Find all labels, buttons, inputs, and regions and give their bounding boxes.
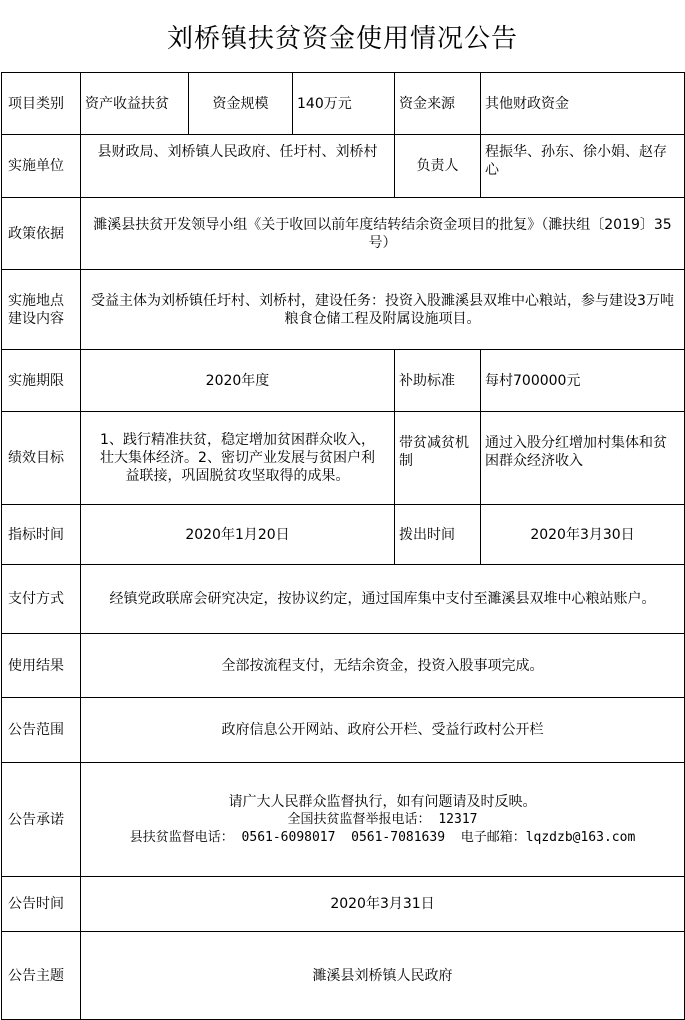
subsidy-label: 补助标准 [395, 350, 481, 412]
person-value: 程振华、孙东、徐小娟、赵存心 [481, 135, 685, 198]
mechanism-label: 带贫减贫机制 [395, 412, 481, 505]
table-row [2, 412, 685, 505]
announce-time-value: 2020年3月31日 [81, 877, 685, 932]
table-row [2, 135, 685, 198]
table-row [2, 270, 685, 350]
table-row [2, 932, 685, 1020]
scale-label: 资金规模 [189, 73, 293, 135]
policy-label: 政策依据 [2, 198, 81, 270]
goal-label: 绩效目标 [2, 412, 81, 505]
table-row [2, 565, 685, 634]
payment-value: 经镇党政联席会研究决定，按协议约定，通过国库集中支付至濉溪县双堆中心粮站账户。 [81, 565, 685, 634]
table-row [2, 73, 685, 135]
location-value: 受益主体为刘桥镇任圩村、刘桥村，建设任务：投资入股濉溪县双堆中心粮站，参与建设3万吨粮食仓储工程及附属设施项目。 [81, 270, 685, 350]
index-time-label: 指标时间 [2, 505, 81, 565]
mechanism-value: 通过入股分红增加村集体和贫困群众经济收入 [481, 412, 685, 505]
payment-label: 支付方式 [2, 565, 81, 634]
unit-label: 实施单位 [2, 135, 81, 198]
table-row [2, 350, 685, 412]
table-row [2, 198, 685, 270]
announce-time-label: 公告时间 [2, 877, 81, 932]
location-label: 实施地点建设内容 [2, 270, 81, 350]
category-value: 资产收益扶贫 [81, 73, 189, 135]
table-row [2, 505, 685, 565]
promise-line-1: 请广大人民群众监督执行，如有问题请及时反映。 [228, 793, 537, 810]
table-row [2, 877, 685, 932]
policy-value: 濉溪县扶贫开发领导小组《关于收回以前年度结转结余资金项目的批复》（濉扶组〔2019〕35号） [81, 198, 685, 270]
source-label: 资金来源 [395, 73, 481, 135]
table-row [2, 763, 685, 877]
announcement-table [1, 72, 685, 1020]
table-row [2, 698, 685, 763]
allocate-time-label: 拨出时间 [395, 505, 481, 565]
scope-value: 政府信息公开网站、政府公开栏、受益行政村公开栏 [81, 698, 685, 763]
promise-label: 公告承诺 [2, 763, 81, 877]
index-time-value: 2020年1月20日 [81, 505, 395, 565]
subject-value: 濉溪县刘桥镇人民政府 [81, 932, 685, 1020]
period-label: 实施期限 [2, 350, 81, 412]
result-value: 全部按流程支付，无结余资金，投资入股事项完成。 [81, 634, 685, 698]
result-label: 使用结果 [2, 634, 81, 698]
scope-label: 公告范围 [2, 698, 81, 763]
subject-label: 公告主题 [2, 932, 81, 1020]
scale-value: 140万元 [293, 73, 395, 135]
period-value: 2020年度 [81, 350, 395, 412]
allocate-time-value: 2020年3月30日 [481, 505, 685, 565]
promise-value [81, 763, 685, 877]
source-value: 其他财政资金 [481, 73, 685, 135]
unit-value: 县财政局、刘桥镇人民政府、任圩村、刘桥村 [81, 135, 395, 198]
promise-line-2: 全国扶贫监督举报电话： 12317 [287, 811, 478, 827]
promise-line-3: 县扶贫监督电话： 0561-6098017 0561-7081639 电子邮箱：lqzdzb@163.com [129, 829, 636, 845]
goal-value: 1、践行精准扶贫，稳定增加贫困群众收入，壮大集体经济。2、密切产业发展与贫困户利益联接，巩固脱贫攻坚取得的成果。 [81, 412, 395, 505]
table-row [2, 634, 685, 698]
person-label: 负责人 [395, 135, 481, 198]
category-label: 项目类别 [2, 73, 81, 135]
page-title: 刘桥镇扶贫资金使用情况公告 [166, 23, 518, 54]
subsidy-value: 每村700000元 [481, 350, 685, 412]
